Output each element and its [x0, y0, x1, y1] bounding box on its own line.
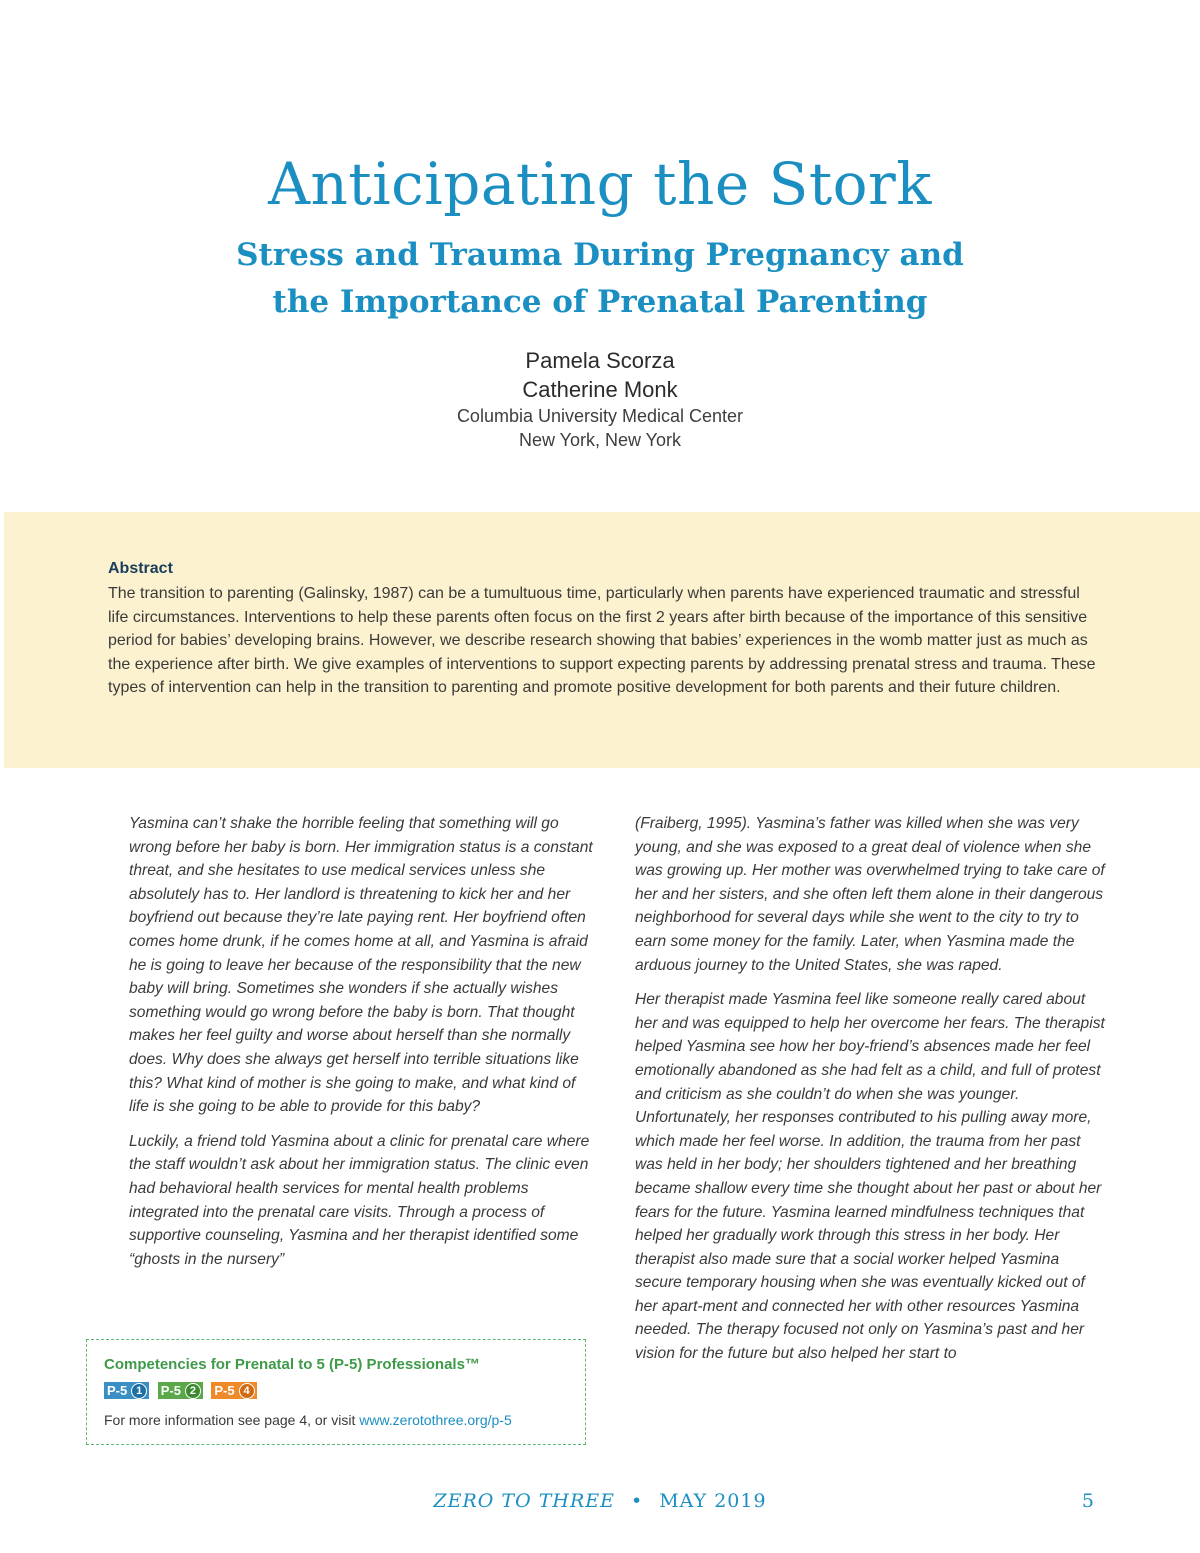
body-paragraph: (Fraiberg, 1995). Yasmina’s father was killed when she was very young, and she was exposed to a great deal of violence when she was growing up. Her mother was overwhelmed trying to take care of her and her sisters, and she often left them alone in their dangerous neighborhood for several days while she went to the city to try to earn some money for the family. Later, when Yasmina made the arduous journey to the United States, she was raped.	[635, 815, 1105, 974]
author-affiliation: Columbia University Medical Center	[456, 406, 744, 426]
issue-date: MAY 2019	[659, 1490, 767, 1512]
article-subtitle	[0, 232, 1200, 326]
competency-badge-2	[158, 1382, 203, 1399]
badge-label: P-5	[214, 1383, 235, 1398]
subtitle-line-1: Stress and Trauma During Pregnancy and	[236, 237, 964, 273]
article-title: Anticipating the Stork	[268, 150, 932, 218]
abstract-text: The transition to parenting (Galinsky, 1987) can be a tumultuous time, particularly when parents have experienced traumatic and stressful life circumstances. Interventions to help these parents often focus on the first 2 years after birth because of the importance of this sensitive period for babies’ developing brains. However, we describe research showing that babies’ experiences in the womb matter just as much as the experience after birth. We give examples of interventions to support expecting parents by addressing prenatal stress and trauma. These types of intervention can help in the transition to parenting and promote positive development for both parents and their future children.	[108, 585, 1096, 697]
body-column-left	[129, 812, 599, 1282]
competency-badges	[104, 1382, 261, 1400]
body-column-right	[635, 812, 1105, 1377]
competencies-box	[86, 1339, 586, 1445]
body-paragraph: Yasmina can’t shake the horrible feeling that something will go wrong before her baby is born. Her immigration status is a constant threat, and she hesitates to use medical services unless she absolutely has to. Her landlord is threatening to kick her and her boyfriend out because they’re late paying rent. Her boyfriend often comes home drunk, if he comes home at all, and Yasmina is afraid he is going to leave her because of the responsibility that the new baby will bring. Sometimes she wonders if she actually wishes something would go wrong before the baby is born. That thought makes her feel guilty and worse about herself than she normally does. Why does she always get herself into terrible situations like this? What kind of mother is she going to make, and what kind of life is she going to be able to provide for this baby?	[129, 815, 593, 1116]
competency-badge-1	[104, 1382, 149, 1399]
author-name-1: Pamela Scorza	[525, 348, 675, 373]
competencies-title: Competencies for Prenatal to 5 (P-5) Professionals™	[104, 1356, 480, 1373]
abstract-section	[4, 512, 1200, 768]
subtitle-line-2: the Importance of Prenatal Parenting	[272, 284, 928, 320]
page-number: 5	[1081, 1490, 1094, 1512]
magazine-name: ZERO TO THREE	[433, 1490, 615, 1512]
badge-label: P-5	[107, 1383, 128, 1398]
badge-label: P-5	[160, 1383, 181, 1398]
competency-badge-4	[211, 1382, 256, 1399]
competencies-info-text: For more information see page 4, or visit	[104, 1412, 360, 1428]
badge-number: 2	[185, 1383, 201, 1399]
author-location: New York, New York	[518, 430, 682, 450]
author-block	[0, 346, 1200, 452]
author-name-2: Catherine Monk	[522, 377, 678, 402]
footer-bullet: •	[631, 1490, 644, 1512]
body-paragraph: Luckily, a friend told Yasmina about a clinic for prenatal care where the staff wouldn’t ask about her immigration status. The clinic even had behavioral health services for mental health problems integrated into the prenatal care visits. Through a process of supportive counseling, Yasmina and her therapist identified some “ghosts in the nursery”	[129, 1132, 590, 1268]
abstract-heading: Abstract	[108, 560, 173, 577]
page-footer	[0, 1490, 1200, 1512]
body-paragraph: Her therapist made Yasmina feel like someone really cared about her and was equipped to help her overcome her fears. The therapist helped Yasmina see how her boy-friend’s absences made her feel emotionally abandoned as she had felt as a child, and full of protest and criticism as she couldn’t do when she was younger. Unfortunately, her responses contributed to his pulling away more, which made her feel worse. In addition, the trauma from her past was held in her body; her shoulders tightened and her breathing became shallow every time she thought about her past or about her fears for the future. Yasmina learned mindfulness techniques that helped her gradually work through this stress in her body. Her therapist also made sure that a social worker helped Yasmina secure temporary housing when she was eventually kicked out of her apart-ment and connected her with other resources Yasmina needed. The therapy focused not only on Yasmina’s past and her vision for the future but also helped her start to	[635, 991, 1105, 1363]
badge-number: 1	[131, 1383, 147, 1399]
competencies-info	[104, 1412, 512, 1428]
badge-number: 4	[239, 1383, 255, 1399]
competencies-link[interactable]: www.zerotothree.org/p-5	[359, 1412, 512, 1428]
